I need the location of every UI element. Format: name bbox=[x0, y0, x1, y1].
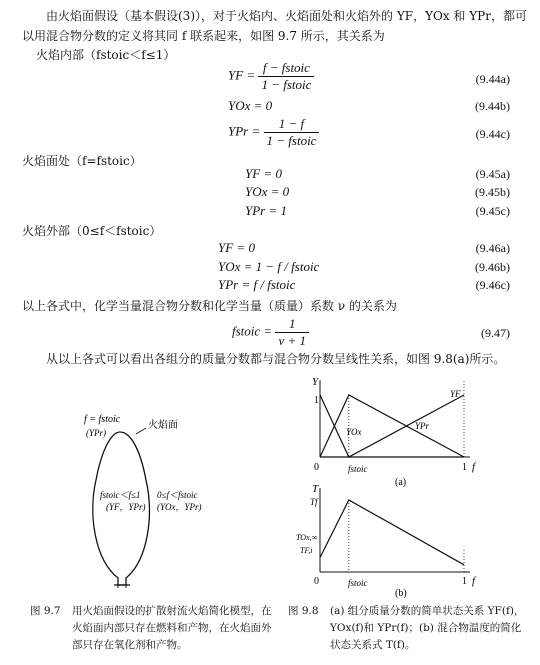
equation-9-47: fstoic = $\frac{1}{\nu + 1}$ bbox=[232, 316, 309, 349]
chart-b-tox-label: TOx,∞ bbox=[296, 533, 318, 542]
equation-9-45b: YOx = 0 bbox=[245, 184, 290, 199]
chart-a-x-label: f bbox=[472, 461, 476, 473]
label-outside-species: (YOx，YPr) bbox=[157, 502, 202, 512]
heading-flame-surface: 火焰面处（f=fstoic） bbox=[22, 154, 142, 168]
chart-b-axes bbox=[320, 488, 470, 572]
chart-a-series bbox=[320, 395, 464, 457]
series-line-yf bbox=[320, 395, 464, 457]
paragraph-intro: 由火焰面假设（基本假设(3)），对于火焰内、火焰面处和火焰外的 YF，YOx 和 YPr，都可以用混合物分数的定义将其同 f 联系起来，如图 9.7 所示，其关系为 bbox=[22, 9, 527, 43]
equation-number-9-45a: (9.45a) bbox=[475, 167, 510, 181]
chart-b-tick-fstoic: fstoic bbox=[348, 578, 368, 588]
chart-b-tfi-label: TF,i bbox=[300, 546, 313, 555]
paragraph-linear-relation: 从以上各式可以看出各组分的质量分数都与混合物分数呈线性关系，如图 9.8(a)所示。 bbox=[46, 352, 506, 366]
chart-b-y-label: T bbox=[312, 483, 319, 495]
heading-flame-outside: 火焰外部（0≤f＜fstoic） bbox=[22, 224, 162, 238]
figure-9-7-caption-number: 图 9.7 bbox=[30, 605, 61, 617]
equation-number-9-45c: (9.45c) bbox=[475, 204, 510, 218]
label-inside-range: fstoic＜f≤1 bbox=[100, 490, 141, 500]
label-outside-range: 0≤f＜fstoic bbox=[157, 490, 198, 500]
equation-number-9-46b: (9.46b) bbox=[475, 260, 510, 274]
equation-9-46c: YPr = f / fstoic bbox=[218, 277, 296, 292]
equation-number-9-44a: (9.44a) bbox=[475, 72, 510, 86]
chart-a-series-label-yf: YF bbox=[450, 389, 461, 399]
chart-b-tick-zero: 0 bbox=[314, 576, 319, 587]
flame-surface-leader-line bbox=[136, 428, 146, 434]
equation-9-46b: YOx = 1 − f / fstoic bbox=[218, 259, 320, 274]
chart-b-x-label: f bbox=[472, 575, 476, 587]
chart-a-tick-fstoic: fstoic bbox=[348, 464, 368, 474]
equation-9-46a: YF = 0 bbox=[218, 240, 255, 255]
chart-a-tick-zero: 0 bbox=[314, 462, 319, 473]
label-top-f-stoic: f = fstoic bbox=[84, 414, 121, 425]
figure-9-7-flame-diagram bbox=[60, 410, 250, 600]
chart-b-tf-label: Tf bbox=[310, 497, 318, 507]
chart-a-axes bbox=[320, 380, 470, 457]
label-flame-surface: 火焰面 bbox=[148, 420, 178, 431]
label-inside-species: (YF，YPr) bbox=[106, 502, 146, 512]
equation-number-9-45b: (9.45b) bbox=[475, 185, 510, 199]
series-line-yox bbox=[320, 395, 464, 457]
chart-b-subcaption: (b) bbox=[395, 588, 407, 599]
equation-number-9-44c: (9.44c) bbox=[475, 127, 510, 141]
figure-9-7-caption: 用火焰面假设的扩散射流火焰简化模型，在火焰面内部只存在燃料和产物，在火焰面外部只存在氧化剂和产物。 bbox=[72, 605, 272, 651]
equation-9-45c: YPr = 1 bbox=[245, 203, 288, 218]
chart-a-tick-one: 1 bbox=[314, 395, 319, 406]
figure-9-8b-chart bbox=[290, 480, 530, 600]
series-line-ypr bbox=[320, 395, 464, 457]
equation-number-9-47: (9.47) bbox=[481, 326, 510, 340]
chart-b-series bbox=[320, 500, 464, 572]
chart-a-y-label: Y bbox=[312, 376, 319, 388]
chart-a-series-label-yox: YOx bbox=[346, 427, 362, 437]
figure-9-8-caption-number: 图 9.8 bbox=[288, 605, 319, 617]
equation-9-44c: YPr = $\frac{1 - f}{\text{1 − fstoic}}$ bbox=[228, 116, 319, 149]
figure-9-8a-chart bbox=[300, 375, 530, 493]
equation-number-9-44b: (9.44b) bbox=[475, 99, 510, 113]
series-line-chart-b-lines-0 bbox=[320, 500, 464, 565]
chart-a-tick-right-one: 1 bbox=[462, 462, 467, 473]
equation-9-44a: YF = $\frac{\text{f − fstoic}}{\text{1 − fstoic}}$ bbox=[228, 60, 314, 93]
label-top-ypr: (YPr) bbox=[86, 428, 106, 438]
heading-flame-inside: 火焰内部（fstoic＜f≤1） bbox=[36, 48, 176, 62]
chart-b-tick-right-one: 1 bbox=[462, 576, 467, 587]
figure-9-8-caption: (a) 组分质量分数的简单状态关系 YF(f)，YOx(f)和 YPr(f)；(b) 混合物温度的简化状态关系式 T(f)。 bbox=[330, 605, 525, 651]
equation-number-9-46c: (9.46c) bbox=[475, 278, 510, 292]
equation-9-45a: YF = 0 bbox=[245, 166, 282, 181]
paragraph-stoic-relation: 以上各式中，化学当量混合物分数和化学当量（质量）系数 ν 的关系为 bbox=[22, 299, 397, 313]
chart-a-subcaption: (a) bbox=[395, 477, 407, 488]
chart-a-series-label-ypr: YPr bbox=[415, 421, 430, 431]
equation-number-9-46a: (9.46a) bbox=[475, 241, 510, 255]
equation-9-44b: YOx = 0 bbox=[228, 98, 273, 113]
